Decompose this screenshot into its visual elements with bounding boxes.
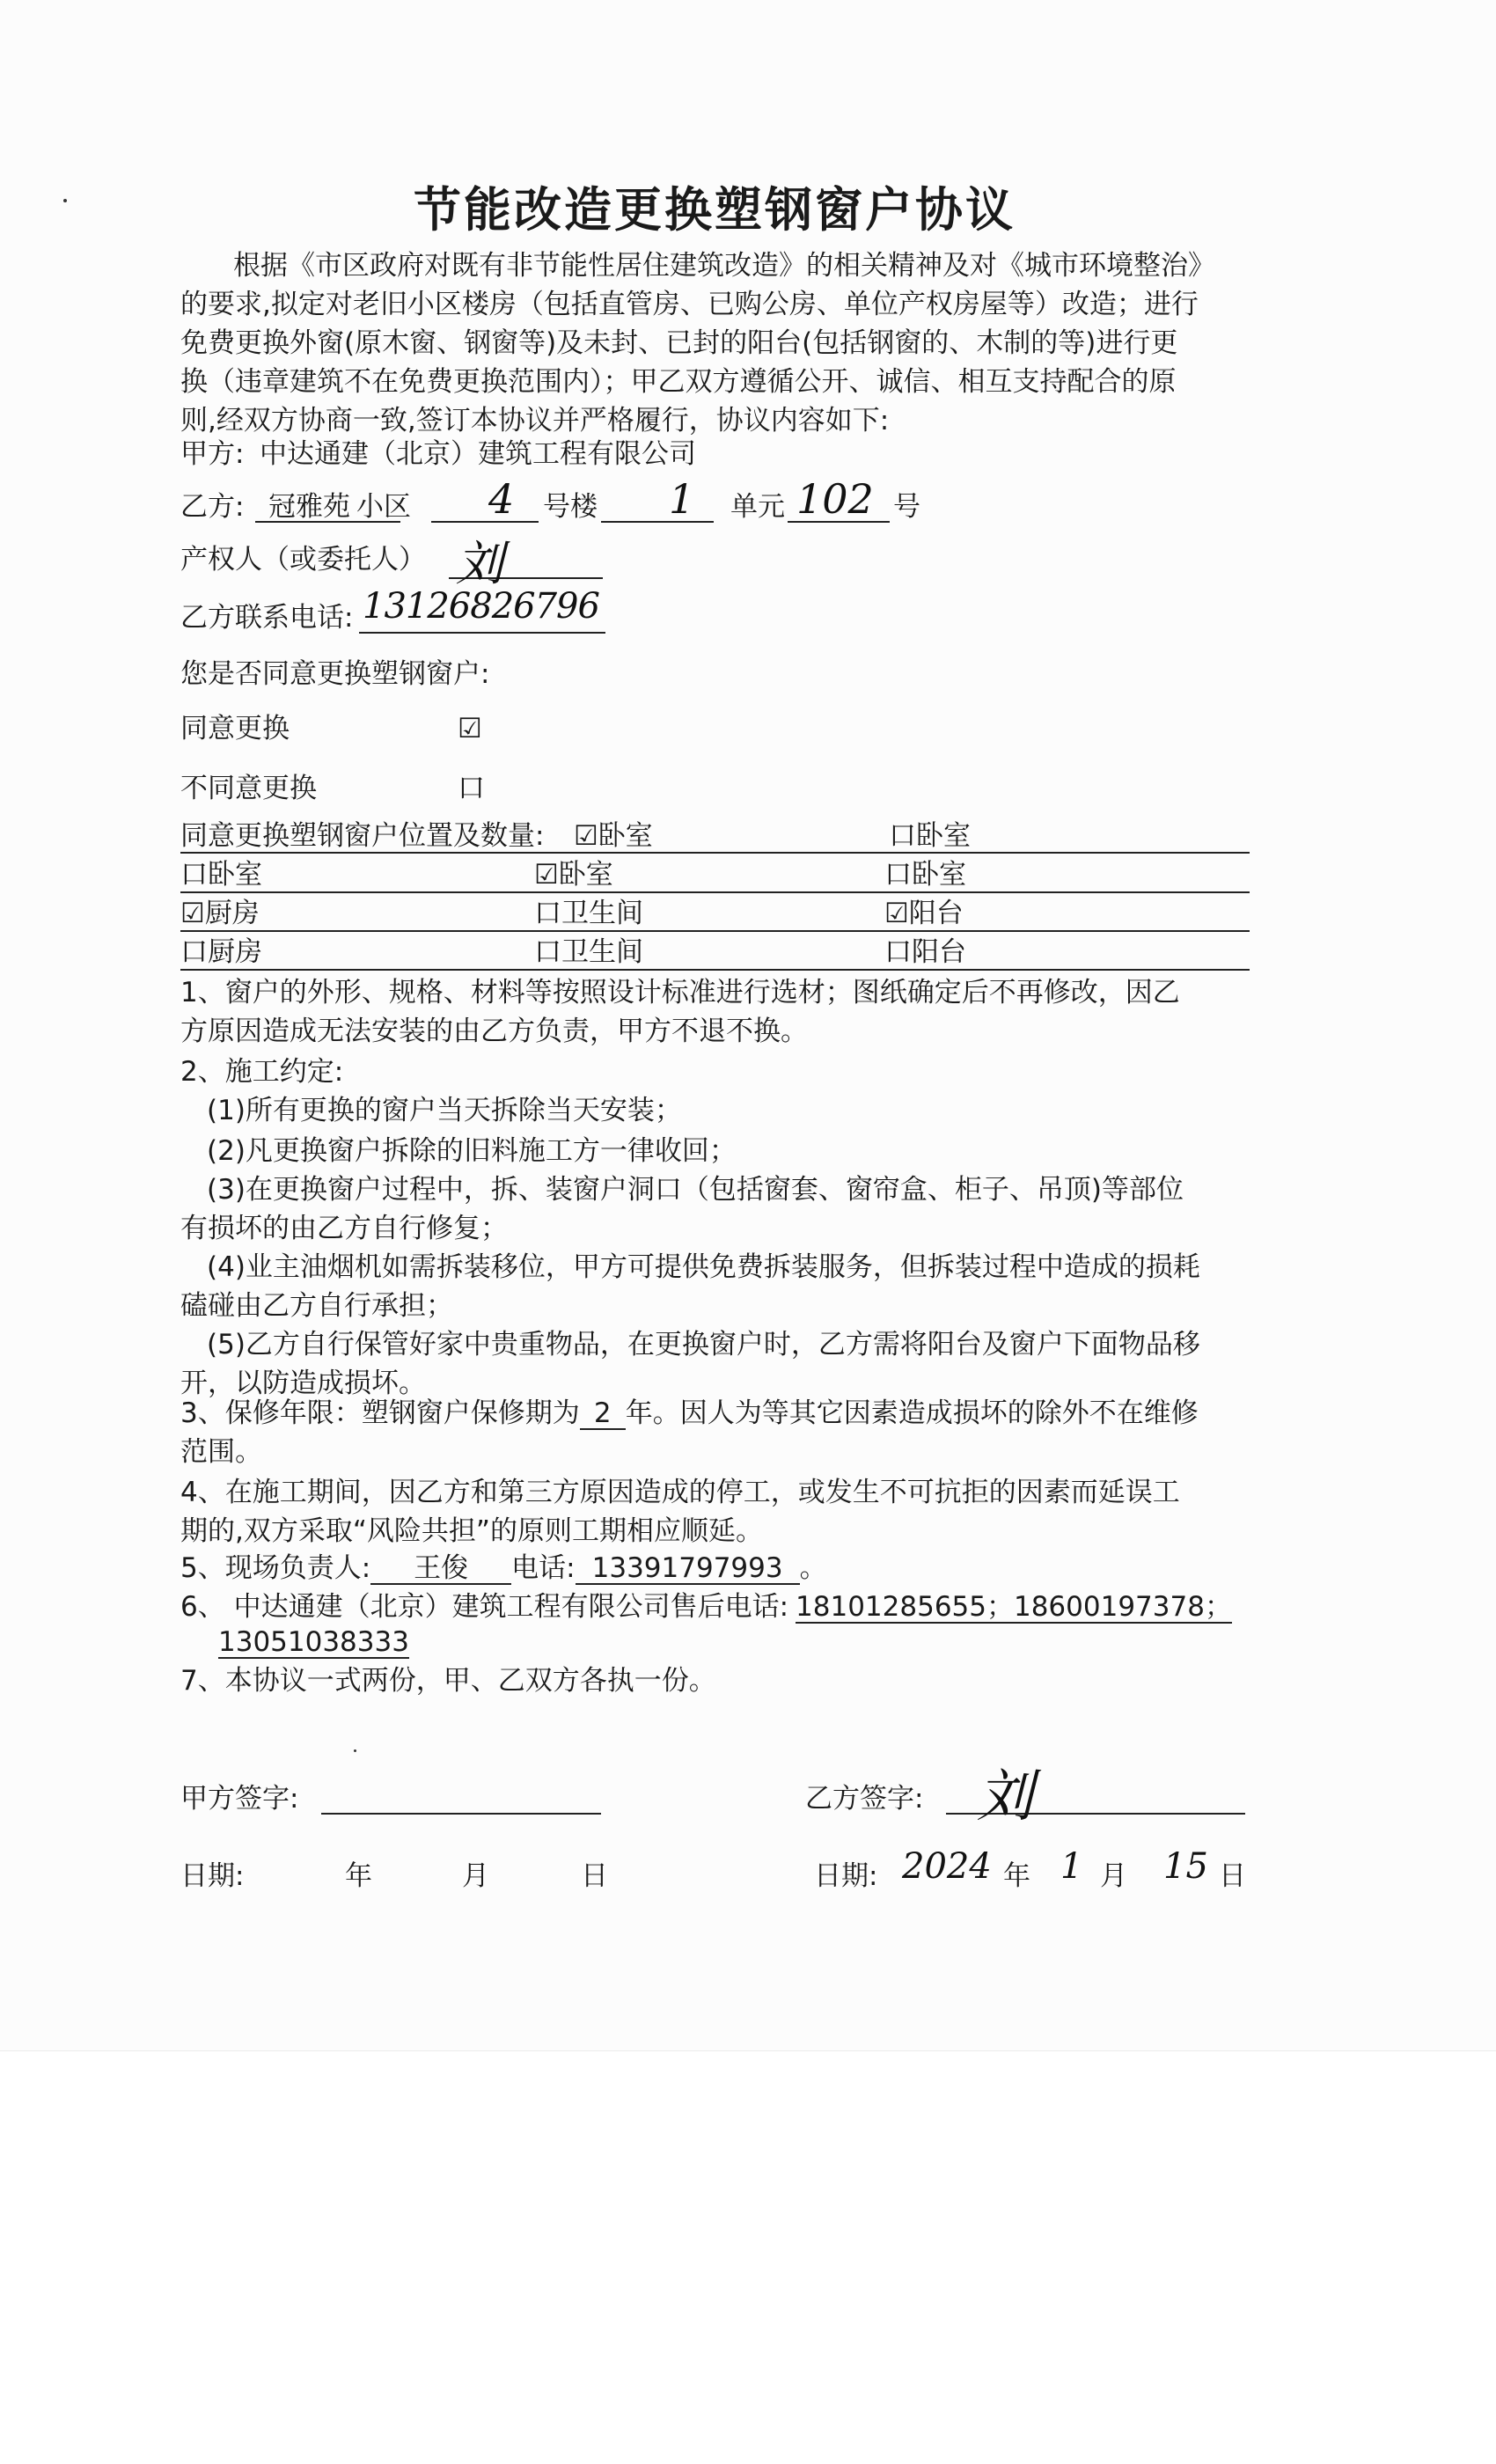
party-b-month: 1	[1060, 1846, 1083, 1887]
position-bathroom-1	[534, 896, 643, 931]
clause-2-1: (1)所有更换的窗户当天拆除当天安装；	[207, 1095, 682, 1126]
clause-2-4-line-2: 磕碰由乙方自行承担；	[180, 1290, 453, 1322]
grid-row-line-1	[180, 852, 1250, 854]
community-name: 冠雅苑	[268, 491, 350, 523]
party-a-name: 中达通建（北京）建筑工程有限公司	[260, 438, 696, 470]
unit-underline	[601, 521, 714, 523]
consent-question: 您是否同意更换塑钢窗户:	[180, 658, 490, 690]
position-label: 卫生间	[561, 936, 643, 968]
position-bedroom-2	[889, 818, 971, 854]
clause-3-line-1	[180, 1396, 1199, 1431]
position-label: 卧室	[208, 859, 262, 891]
clause-6-prefix: 6、 中达通建（北京）建筑工程有限公司售后电话:	[180, 1591, 789, 1623]
party-b-year-label: 年	[1003, 1860, 1030, 1892]
clause-6-line-2	[218, 1624, 409, 1660]
position-label: 厨房	[204, 898, 260, 929]
clause-1-line-1: 1、窗户的外形、规格、材料等按照设计标准进行选材；图纸确定后不再修改，因乙	[180, 977, 1180, 1008]
checkbox-checked[interactable]: ☑	[574, 820, 598, 852]
position-bedroom-1	[574, 818, 653, 854]
party-a-year-label: 年	[345, 1860, 372, 1892]
phone-label: 乙方联系电话:	[180, 602, 354, 634]
party-b-signature: 刘	[977, 1764, 1033, 1830]
checkbox-checked[interactable]: ☑	[884, 898, 909, 929]
site-manager-phone: 13391797993	[576, 1553, 800, 1585]
checkbox-empty[interactable]: 口	[889, 820, 916, 852]
party-a-month-label: 月	[462, 1860, 489, 1892]
position-label: 阳台	[908, 898, 964, 929]
building-number: 4	[488, 475, 515, 523]
party-b-day-label: 日	[1219, 1860, 1246, 1892]
clause-3-suffix: 年。因人为等其它因素造成损坏的除外不在维修	[625, 1397, 1199, 1429]
after-sales-phone-3: 13051038333	[218, 1626, 409, 1658]
checkbox-empty[interactable]: 口	[180, 936, 208, 968]
clause-4-line-1: 4、在施工期间，因乙方和第三方原因造成的停工，或发生不可抗拒的因素而延误工	[180, 1477, 1180, 1508]
checkbox-empty[interactable]: 口	[534, 898, 561, 929]
agree-label: 同意更换	[180, 713, 290, 744]
position-label: 卧室	[916, 820, 971, 852]
clause-6-line-1	[180, 1589, 1232, 1624]
position-balcony-1	[884, 896, 964, 931]
position-bedroom-3	[180, 857, 262, 892]
position-label: 卧室	[598, 820, 653, 852]
intro-line-3: 免费更换外窗(原木窗、钢窗等)及未封、已封的阳台(包括钢窗的、木制的等)进行更	[180, 327, 1178, 359]
clause-4-line-2: 期的,双方采取“风险共担”的原则工期相应顺延。	[180, 1515, 763, 1547]
clause-2-3-line-1: (3)在更换窗户过程中，拆、装窗户洞口（包括窗套、窗帘盒、柜子、吊顶)等部位	[207, 1174, 1184, 1206]
clause-2-5-line-2: 开，以防造成损坏。	[180, 1368, 426, 1399]
scan-speck	[354, 1749, 356, 1752]
grid-row-line-4	[180, 969, 1250, 971]
clause-5-end: 。	[799, 1552, 827, 1584]
clause-7: 7、本协议一式两份，甲、乙双方各执一份。	[180, 1665, 716, 1697]
party-b-day: 15	[1163, 1846, 1208, 1887]
unit-number: 1	[669, 475, 695, 523]
scan-speck	[63, 199, 67, 202]
site-manager-name: 王俊	[370, 1553, 511, 1585]
clause-1-line-2: 方原因造成无法安装的由乙方负责，甲方不退不换。	[180, 1016, 808, 1047]
warranty-years: 2	[580, 1398, 626, 1430]
owner-label: 产权人（或委托人）	[180, 544, 426, 576]
clause-2-3-line-2: 有损坏的由乙方自行修复；	[180, 1213, 508, 1244]
checkbox-empty[interactable]: 口	[180, 859, 208, 891]
position-kitchen-2	[180, 935, 262, 970]
clause-5-phone-label: 电话:	[511, 1552, 576, 1584]
party-a-signature-label: 甲方签字:	[180, 1783, 299, 1815]
party-b-signature-label: 乙方签字:	[805, 1783, 924, 1815]
position-balcony-2	[884, 935, 966, 970]
intro-line-4: 换（违章建筑不在免费更换范围内）；甲乙双方遵循公开、诚信、相互支持配合的原	[180, 366, 1177, 398]
checkbox-empty[interactable]: 口	[884, 859, 912, 891]
clause-5	[180, 1551, 827, 1586]
positions-label: 同意更换塑钢窗户位置及数量:	[180, 820, 545, 852]
room-number: 102	[796, 475, 874, 523]
disagree-label: 不同意更换	[180, 773, 317, 804]
agree-checkbox[interactable]: ☑	[458, 713, 482, 744]
checkbox-checked[interactable]: ☑	[534, 859, 559, 891]
disagree-checkbox[interactable]: 口	[458, 773, 485, 804]
unit-suffix: 单元	[730, 491, 785, 523]
party-b-month-label: 月	[1100, 1860, 1127, 1892]
grid-row-line-3	[180, 930, 1250, 932]
checkbox-empty[interactable]: 口	[884, 936, 912, 968]
after-sales-phones: 18101285655；18600197378；	[796, 1591, 1232, 1623]
party-a-label: 甲方:	[180, 438, 245, 470]
position-label: 卧室	[558, 859, 613, 891]
building-suffix: 号楼	[543, 491, 598, 523]
owner-signature: 刘	[456, 536, 503, 591]
position-bathroom-2	[534, 935, 643, 970]
phone-underline	[359, 632, 605, 634]
position-label: 卧室	[912, 859, 966, 891]
party-a-date-label: 日期:	[180, 1860, 245, 1892]
position-label: 厨房	[208, 936, 262, 968]
clause-2-2: (2)凡更换窗户拆除的旧料施工方一律收回；	[207, 1135, 737, 1167]
party-a-signature-line[interactable]	[321, 1813, 601, 1815]
community-suffix: 小区	[356, 491, 411, 523]
position-label: 阳台	[912, 936, 966, 968]
position-kitchen-1	[180, 896, 260, 931]
clause-2-4-line-1: (4)业主油烟机如需拆装移位，甲方可提供免费拆装服务，但拆装过程中造成的损耗	[207, 1251, 1200, 1283]
checkbox-checked[interactable]: ☑	[180, 898, 205, 929]
position-bedroom-5	[884, 857, 966, 892]
building-underline	[431, 521, 539, 523]
intro-line-2: 的要求,拟定对老旧小区楼房（包括直管房、已购公房、单位产权房屋等）改造；进行	[180, 289, 1199, 320]
party-b-year: 2024	[902, 1846, 992, 1887]
grid-row-line-2	[180, 891, 1250, 893]
clause-2-5-line-1: (5)乙方自行保管好家中贵重物品，在更换窗户时，乙方需将阳台及窗户下面物品移	[207, 1329, 1200, 1360]
position-label: 卫生间	[561, 898, 643, 929]
party-b-date-label: 日期:	[814, 1860, 878, 1892]
intro-line-5: 则,经双方协商一致,签订本协议并严格履行，协议内容如下:	[180, 405, 890, 436]
clause-3-prefix: 3、保修年限：塑钢窗户保修期为	[180, 1397, 580, 1429]
phone-value: 13126826796	[363, 586, 599, 627]
checkbox-empty[interactable]: 口	[534, 936, 561, 968]
intro-line-1: 根据《市区政府对既有非节能性居住建筑改造》的相关精神及对《城市环境整治》	[233, 250, 1215, 282]
clause-2-title: 2、施工约定:	[180, 1056, 344, 1088]
party-a-day-label: 日	[581, 1860, 608, 1892]
party-b-label: 乙方:	[180, 491, 245, 523]
position-bedroom-4	[534, 857, 613, 892]
document-title: 节能改造更换塑钢窗户协议	[414, 181, 1016, 238]
clause-5-prefix: 5、现场负责人:	[180, 1552, 371, 1584]
room-suffix: 号	[893, 491, 920, 523]
clause-3-line-2: 范围。	[180, 1436, 262, 1468]
